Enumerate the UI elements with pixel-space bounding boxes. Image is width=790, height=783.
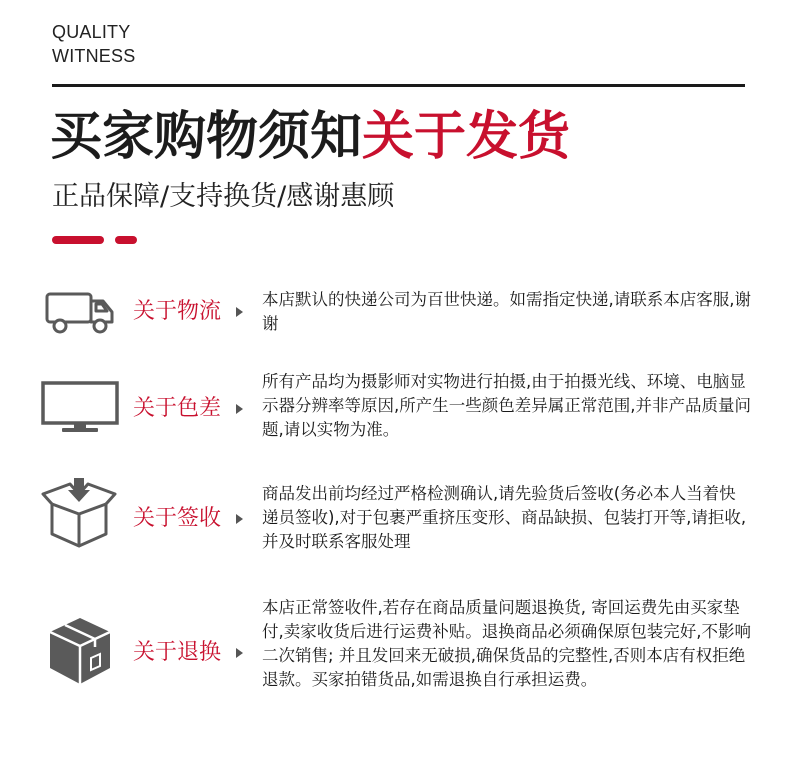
- accent-dash-long: [52, 236, 104, 244]
- tag-line-1: QUALITY: [52, 22, 131, 42]
- title-accent: 关于发货: [362, 107, 571, 167]
- section-text: 所有产品均为摄影师对实物进行拍摄,由于拍摄光线、环境、电脑显示器分辨率等原因,所产生一些颜色差异属正常范围,并非产品质量问题,请以实物为准。: [262, 372, 751, 439]
- section-sign-for: [0, 472, 790, 562]
- package-icon: [48, 616, 112, 686]
- section-label: 关于色差: [133, 396, 222, 421]
- section-color-difference: [0, 368, 790, 448]
- page-subtitle: 正品保障/支持换货/感谢惠顾: [52, 181, 395, 212]
- title-dark: 买家购物须知: [50, 107, 363, 167]
- arrow-icon: [236, 404, 243, 414]
- section-text: 商品发出前均经过严格检测确认,请先验货后签收(务必本人当着快递员签收),对于包裹严重挤压变形、商品缺损、包装打开等,请拒收,并及时联系客服处理: [262, 484, 747, 551]
- section-label: 关于物流: [133, 299, 222, 324]
- section-label: 关于退换: [133, 640, 222, 665]
- delivery-truck-icon: [44, 291, 116, 335]
- arrow-icon: [236, 514, 243, 524]
- section-label: 关于签收: [133, 506, 222, 531]
- open-box-icon: [40, 476, 118, 548]
- section-text: 本店默认的快递公司为百世快递。如需指定快递,请联系本店客服,谢谢: [262, 290, 751, 333]
- section-returns: [0, 596, 790, 721]
- section-logistics: [0, 283, 790, 353]
- top-divider: [52, 84, 745, 87]
- arrow-icon: [236, 307, 243, 317]
- quality-witness-tag: [52, 20, 135, 68]
- monitor-icon: [40, 380, 120, 434]
- page-title: [50, 102, 570, 172]
- tag-line-2: WITNESS: [52, 46, 136, 66]
- section-text: 本店正常签收件,若存在商品质量问题退换货, 寄回运费先由买家垫付,卖家收货后进行运费补贴。退换商品必须确保原包装完好,不影响二次销售; 并且发回来无破损,确保货品的完整性,否则本店有权拒绝退款。买家拍错货品,如需退换自行承担运费。: [262, 598, 751, 689]
- arrow-icon: [236, 648, 243, 658]
- accent-dash-short: [115, 236, 137, 244]
